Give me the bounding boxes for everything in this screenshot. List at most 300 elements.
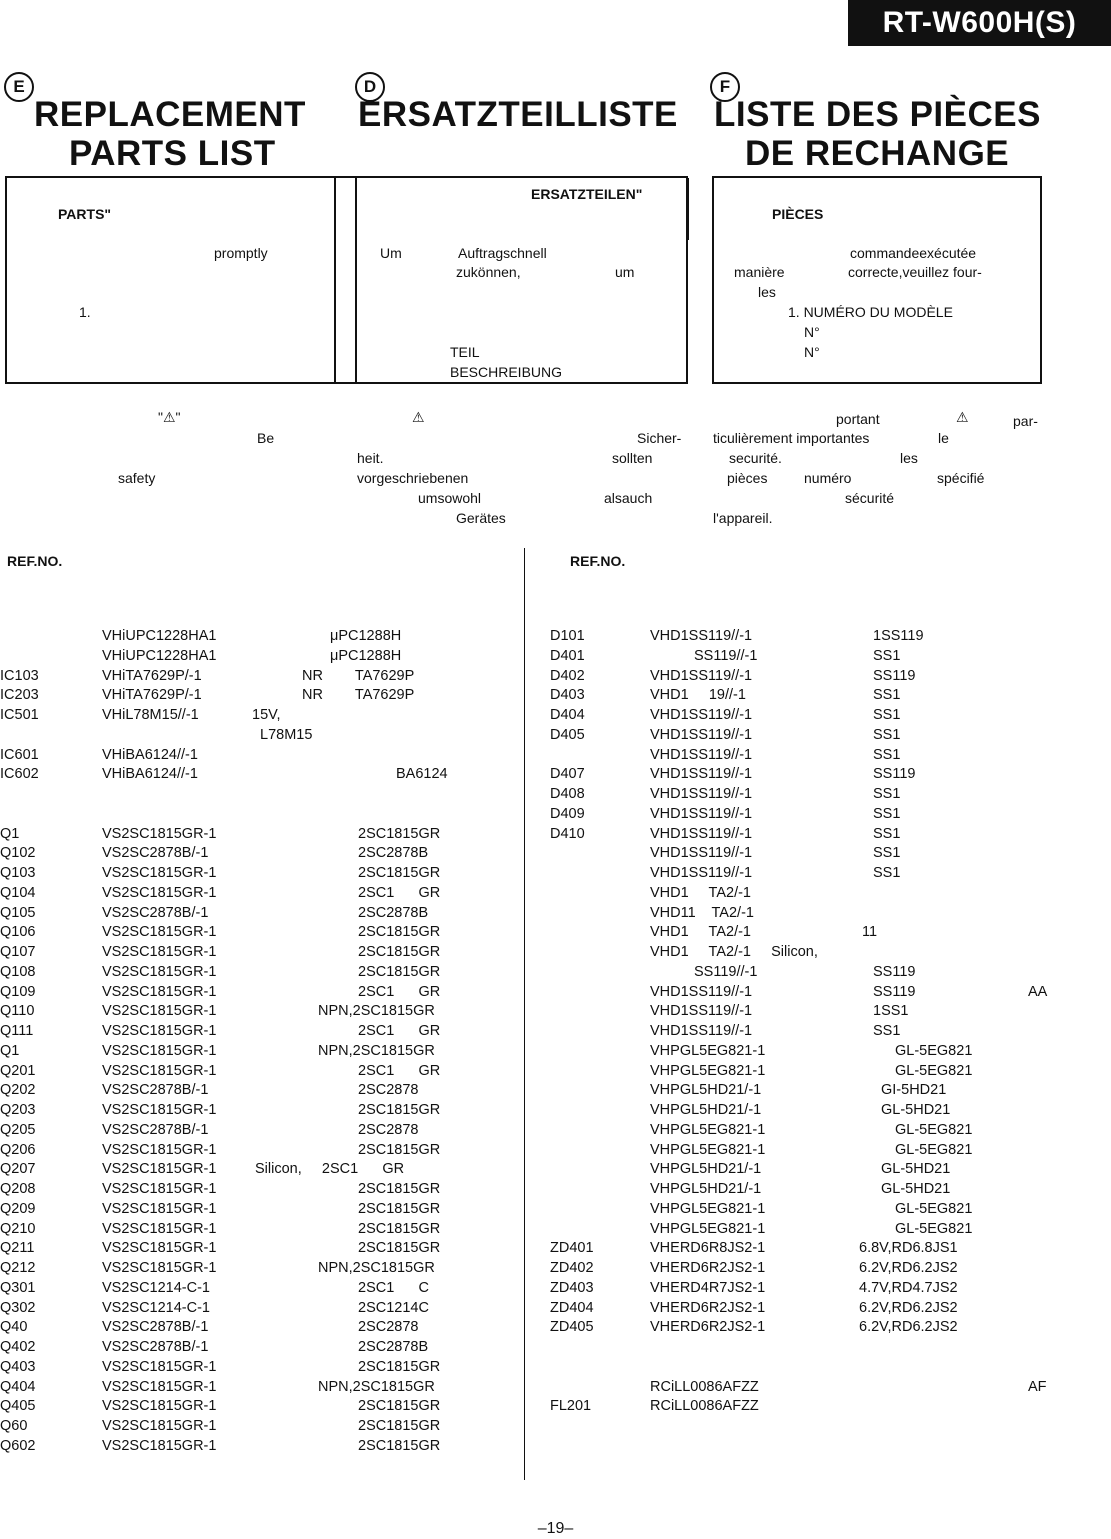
ref-no: D410 bbox=[550, 825, 585, 842]
english-mark: E bbox=[4, 72, 34, 102]
box-en-parts: PARTS" bbox=[58, 206, 112, 222]
part-code: VHPGL5EG821-1 bbox=[650, 1042, 766, 1059]
part-code: VS2SC1815GR-1 bbox=[102, 924, 217, 941]
part-code: VHiTA7629P/-1 bbox=[102, 667, 202, 684]
ref-no: D403 bbox=[550, 687, 585, 704]
part-code: VS2SC2878B/-1 bbox=[102, 1121, 209, 1138]
table-row bbox=[548, 707, 1108, 727]
part-code: VHD1SS119//-1 bbox=[650, 746, 753, 763]
part-description: 2SC1214C bbox=[358, 1299, 429, 1316]
table-row bbox=[0, 707, 520, 727]
box-de-tab bbox=[687, 178, 689, 240]
table-row bbox=[0, 1082, 520, 1102]
part-code: SS119//-1 bbox=[694, 647, 758, 664]
part-code: VS2SC1815GR-1 bbox=[102, 1260, 217, 1276]
part-code: VHERD6R2JS2-1 bbox=[650, 1319, 766, 1336]
price-code: AA bbox=[1028, 983, 1048, 1000]
french-ordering-box bbox=[712, 176, 1042, 384]
part-code: VS2SC1815GR-1 bbox=[102, 1358, 217, 1375]
table-row bbox=[548, 964, 1108, 984]
ref-no: Q109 bbox=[0, 983, 36, 1000]
english-ordering-box bbox=[5, 176, 336, 384]
part-description: NPN,2SC1815GR bbox=[318, 1042, 435, 1059]
safety-de-symbol: ⚠ bbox=[412, 409, 425, 425]
ref-no: Q1 bbox=[0, 825, 20, 842]
table-row bbox=[0, 1161, 520, 1181]
ref-no: Q212 bbox=[0, 1260, 36, 1276]
ref-no: IC601 bbox=[0, 746, 39, 763]
part-code: VHD1 TA2/-1 bbox=[650, 924, 751, 941]
box-fr-les: les bbox=[758, 284, 776, 300]
part-description: 2SC2878 bbox=[358, 1319, 419, 1336]
table-row bbox=[0, 1181, 520, 1201]
safety-fr-specifie: spécifié bbox=[937, 470, 985, 486]
ref-no: Q102 bbox=[0, 845, 36, 862]
table-row bbox=[0, 1418, 520, 1438]
part-description: 2SC1815GR bbox=[358, 944, 441, 960]
box-de-teil: TEIL bbox=[450, 344, 480, 360]
part-code: VS2SC1815GR-1 bbox=[102, 1141, 217, 1158]
safety-fr-appareil: l'appareil. bbox=[713, 510, 773, 526]
table-row bbox=[0, 1102, 520, 1122]
ref-no: Q201 bbox=[0, 1062, 36, 1079]
part-description: GL-5HD21 bbox=[881, 1181, 951, 1197]
part-code: VS2SC1815GR-1 bbox=[102, 1023, 217, 1039]
ref-no: D404 bbox=[550, 707, 585, 723]
ref-no: D405 bbox=[550, 726, 585, 743]
part-code: VS2SC1815GR-1 bbox=[102, 1437, 217, 1454]
part-description: 2SC1815GR bbox=[358, 1418, 441, 1434]
box-en-promptly: promptly bbox=[214, 245, 268, 261]
table-row bbox=[548, 885, 1108, 905]
safety-fr-securite2: sécurité bbox=[845, 490, 895, 506]
ref-no: Q106 bbox=[0, 924, 36, 941]
table-row bbox=[548, 1142, 1108, 1162]
part-description: 2SC1815GR bbox=[358, 963, 441, 980]
part-code: VHPGL5EG821-1 bbox=[650, 1200, 766, 1217]
ref-no: Q203 bbox=[0, 1102, 36, 1118]
ref-no: ZD402 bbox=[550, 1260, 594, 1276]
part-code: VHPGL5HD21/-1 bbox=[650, 1082, 762, 1099]
table-row bbox=[548, 687, 1108, 707]
part-description: SS1 bbox=[873, 726, 901, 743]
part-description: SS1 bbox=[873, 786, 901, 802]
part-code: VS2SC1815GR-1 bbox=[102, 1003, 217, 1020]
box-fr-correcte: correcte,veuillez four- bbox=[848, 264, 982, 280]
part-description: 1SS1 bbox=[873, 1003, 909, 1020]
part-description: SS119 bbox=[873, 766, 916, 783]
part-code: VHD1SS119//-1 bbox=[650, 707, 753, 723]
part-description: NR TA7629P bbox=[302, 667, 415, 684]
ref-no: Q108 bbox=[0, 963, 36, 980]
part-code: VHD1SS119//-1 bbox=[650, 1023, 753, 1039]
part-code: VHPGL5HD21/-1 bbox=[650, 1161, 762, 1178]
ref-no: ZD404 bbox=[550, 1299, 594, 1316]
part-code: VS2SC1815GR-1 bbox=[102, 1418, 217, 1434]
table-row bbox=[548, 806, 1108, 826]
table-row bbox=[0, 1379, 520, 1399]
part-description: SS1 bbox=[873, 687, 901, 704]
table-row bbox=[548, 1221, 1108, 1241]
part-description: L78M15 bbox=[260, 726, 313, 743]
ref-no: IC602 bbox=[0, 766, 39, 783]
table-row bbox=[0, 747, 520, 767]
table-row bbox=[0, 845, 520, 865]
table-row bbox=[0, 944, 520, 964]
part-code: VS2SC1815GR-1 bbox=[102, 1220, 217, 1237]
part-code: VS2SC2878B/-1 bbox=[102, 1339, 209, 1355]
part-code: VHiBA6124//-1 bbox=[102, 746, 198, 763]
ref-no: D408 bbox=[550, 786, 585, 802]
part-code: VHPGL5EG821-1 bbox=[650, 1121, 766, 1138]
part-description: 2SC1815GR bbox=[358, 1240, 441, 1257]
ref-no: D101 bbox=[550, 628, 585, 644]
part-description: 2SC1 C bbox=[358, 1279, 429, 1296]
part-description: 15V, bbox=[252, 707, 281, 723]
right-ref-header: REF.NO. bbox=[570, 553, 626, 569]
table-row bbox=[0, 786, 520, 806]
table-row bbox=[548, 1003, 1108, 1023]
box-fr-no1: N° bbox=[804, 324, 820, 340]
ref-no: Q111 bbox=[0, 1023, 34, 1039]
ref-no: Q104 bbox=[0, 884, 36, 901]
part-description: GL-5EG821 bbox=[895, 1220, 973, 1237]
part-description: 2SC2878B bbox=[358, 904, 429, 921]
part-description: GL-5HD21 bbox=[881, 1161, 951, 1178]
part-description: SS1 bbox=[873, 746, 901, 763]
part-description: 6.2V,RD6.2JS2 bbox=[859, 1260, 958, 1276]
part-description: 1SS119 bbox=[873, 628, 924, 644]
table-row bbox=[548, 648, 1108, 668]
ref-no: ZD405 bbox=[550, 1319, 594, 1336]
part-code: VS2SC2878B/-1 bbox=[102, 1319, 209, 1336]
ref-no: Q404 bbox=[0, 1378, 36, 1395]
safety-fr-par: par- bbox=[1013, 413, 1038, 429]
table-row bbox=[548, 984, 1108, 1004]
table-row bbox=[0, 924, 520, 944]
part-description: SS1 bbox=[873, 825, 901, 842]
table-row bbox=[0, 648, 520, 668]
model-badge: RT-W600H(S) bbox=[848, 0, 1111, 46]
table-row bbox=[0, 885, 520, 905]
part-code: VHiUPC1228HA1 bbox=[102, 628, 217, 644]
part-code: VS2SC1815GR-1 bbox=[102, 1161, 217, 1178]
table-row bbox=[548, 826, 1108, 846]
part-code: VHD11 TA2/-1 bbox=[650, 904, 754, 921]
part-description: BA6124 bbox=[396, 766, 448, 783]
box-de-ersatzteilen: ERSATZTEILEN" bbox=[531, 186, 643, 202]
part-code: VHD1SS119//-1 bbox=[650, 726, 753, 743]
part-code: VHD1SS119//-1 bbox=[650, 805, 753, 822]
price-code: AF bbox=[1028, 1378, 1047, 1395]
table-row bbox=[548, 845, 1108, 865]
part-code: VHiBA6124//-1 bbox=[102, 766, 198, 783]
table-row bbox=[0, 1398, 520, 1418]
part-code: VHD1SS119//-1 bbox=[650, 786, 753, 802]
part-description: 2SC1 GR bbox=[358, 884, 441, 901]
german-ordering-box bbox=[355, 176, 688, 384]
part-description: SS1 bbox=[873, 865, 901, 881]
part-code: VS2SC1815GR-1 bbox=[102, 1378, 217, 1395]
box-gap bbox=[334, 176, 356, 384]
safety-de-sicher: Sicher- bbox=[637, 430, 682, 446]
table-row bbox=[0, 826, 520, 846]
part-description: 2SC1815GR bbox=[358, 1398, 441, 1415]
left-ref-header: REF.NO. bbox=[7, 553, 63, 569]
table-row bbox=[0, 628, 520, 648]
part-code: VHERD6R8JS2-1 bbox=[650, 1240, 766, 1257]
safety-fr-symbol: ⚠ bbox=[956, 409, 969, 425]
box-de-zukoennen: zukönnen, bbox=[456, 264, 521, 280]
ref-no: Q302 bbox=[0, 1299, 36, 1316]
german-mark: D bbox=[355, 72, 385, 102]
ref-no: Q402 bbox=[0, 1339, 36, 1355]
part-code: VHPGL5EG821-1 bbox=[650, 1141, 766, 1158]
part-code: VHERD6R2JS2-1 bbox=[650, 1299, 766, 1316]
part-code: VS2SC1815GR-1 bbox=[102, 884, 217, 901]
part-code: VHD1SS119//-1 bbox=[650, 845, 753, 862]
ref-no: Q210 bbox=[0, 1220, 36, 1237]
part-description: Silicon, 2SC1 GR bbox=[255, 1161, 405, 1178]
part-description: μPC1288H bbox=[330, 628, 402, 644]
ref-no: D401 bbox=[550, 647, 585, 664]
part-description: 2SC1815GR bbox=[358, 1181, 441, 1197]
table-row bbox=[0, 1260, 520, 1280]
ref-no: Q205 bbox=[0, 1121, 36, 1138]
table-row bbox=[0, 1339, 520, 1359]
part-code: RCiLL0086AFZZ bbox=[650, 1398, 759, 1415]
table-row bbox=[548, 1319, 1108, 1339]
ref-no: ZD403 bbox=[550, 1279, 594, 1296]
table-row bbox=[548, 1122, 1108, 1142]
part-code: VS2SC2878B/-1 bbox=[102, 845, 209, 862]
part-code: RCiLL0086AFZZ bbox=[650, 1378, 759, 1395]
part-code: VS2SC1815GR-1 bbox=[102, 825, 217, 842]
ref-no: IC501 bbox=[0, 707, 39, 723]
ref-no: IC203 bbox=[0, 687, 39, 704]
part-description: SS1 bbox=[873, 647, 901, 664]
ref-no: Q103 bbox=[0, 865, 36, 881]
table-row bbox=[548, 1181, 1108, 1201]
box-de-um: Um bbox=[380, 245, 402, 261]
part-description: 2SC2878 bbox=[358, 1082, 419, 1099]
part-code: VHiL78M15//-1 bbox=[102, 707, 199, 723]
table-row bbox=[0, 1221, 520, 1241]
part-code: VS2SC2878B/-1 bbox=[102, 1082, 209, 1099]
part-description: SS119 bbox=[873, 963, 916, 980]
table-row bbox=[0, 1043, 520, 1063]
part-code: VS2SC1815GR-1 bbox=[102, 1200, 217, 1217]
part-description: GL-5EG821 bbox=[895, 1121, 973, 1138]
table-row bbox=[548, 905, 1108, 925]
ref-no: Q40 bbox=[0, 1319, 28, 1336]
french-mark: F bbox=[710, 72, 740, 102]
safety-en-symbol: "⚠" bbox=[158, 409, 181, 425]
part-code: VHPGL5EG821-1 bbox=[650, 1220, 766, 1237]
ref-no: Q206 bbox=[0, 1141, 36, 1158]
part-code: SS119//-1 bbox=[694, 963, 758, 980]
ref-no: Q1 bbox=[0, 1042, 20, 1059]
table-row bbox=[0, 964, 520, 984]
table-row bbox=[548, 1043, 1108, 1063]
table-row bbox=[548, 786, 1108, 806]
safety-de-sollten: sollten bbox=[612, 450, 653, 466]
table-row bbox=[0, 1122, 520, 1142]
table-row bbox=[548, 1102, 1108, 1122]
part-description: GL-5EG821 bbox=[895, 1141, 973, 1158]
part-description: 2SC1815GR bbox=[358, 924, 441, 941]
safety-de-umsowohl: umsowohl bbox=[418, 490, 482, 506]
part-code: VHD1SS119//-1 bbox=[650, 983, 753, 1000]
safety-de-geraetes: Gerätes bbox=[456, 510, 506, 526]
table-row bbox=[0, 984, 520, 1004]
part-description: μPC1288H bbox=[330, 647, 402, 664]
table-row bbox=[0, 668, 520, 688]
safety-de-alsauch: alsauch bbox=[604, 490, 653, 506]
part-description: SS1 bbox=[873, 707, 901, 723]
ref-no: Q602 bbox=[0, 1437, 36, 1454]
part-description: 6.2V,RD6.2JS2 bbox=[859, 1299, 958, 1316]
part-code: VS2SC1214-C-1 bbox=[102, 1299, 210, 1316]
part-description: 4.7V,RD4.7JS2 bbox=[859, 1279, 958, 1296]
table-row bbox=[548, 1280, 1108, 1300]
part-code: VHERD4R7JS2-1 bbox=[650, 1279, 766, 1296]
table-row bbox=[548, 747, 1108, 767]
ref-no: D402 bbox=[550, 667, 585, 684]
part-code: VS2SC1214-C-1 bbox=[102, 1279, 210, 1296]
part-description: 2SC2878B bbox=[358, 1339, 429, 1355]
part-description: SS119 bbox=[873, 983, 916, 1000]
ref-no: Q105 bbox=[0, 904, 36, 921]
part-code: VHPGL5HD21/-1 bbox=[650, 1181, 762, 1197]
ref-no: Q207 bbox=[0, 1161, 36, 1178]
part-description: 2SC1815GR bbox=[358, 825, 441, 842]
table-row bbox=[0, 865, 520, 885]
part-description: 11 bbox=[862, 924, 878, 941]
part-description: SS1 bbox=[873, 1023, 901, 1039]
part-description: GL-5EG821 bbox=[895, 1042, 973, 1059]
ref-no: FL201 bbox=[550, 1398, 592, 1415]
table-row bbox=[0, 905, 520, 925]
part-description: 2SC2878 bbox=[358, 1121, 419, 1138]
table-row bbox=[0, 1300, 520, 1320]
table-row bbox=[0, 1063, 520, 1083]
ref-no: Q202 bbox=[0, 1082, 36, 1099]
part-description: 2SC1815GR bbox=[358, 865, 441, 881]
part-description: 6.2V,RD6.2JS2 bbox=[859, 1319, 958, 1336]
table-row bbox=[0, 1438, 520, 1458]
part-code: VHiTA7629P/-1 bbox=[102, 687, 202, 704]
part-code: VHD1 TA2/-1 Silicon, bbox=[650, 944, 818, 960]
table-row bbox=[548, 865, 1108, 885]
table-row bbox=[548, 1161, 1108, 1181]
ref-no: Q107 bbox=[0, 944, 36, 960]
safety-de-vorgeschrieben: vorgeschriebenen bbox=[357, 470, 469, 486]
ref-no: Q405 bbox=[0, 1398, 36, 1415]
english-title-line2: PARTS LIST bbox=[69, 134, 276, 173]
part-code: VHPGL5HD21/-1 bbox=[650, 1102, 762, 1118]
safety-fr-particulierement: ticulièrement importantes bbox=[713, 430, 870, 446]
part-code: VHD1SS119//-1 bbox=[650, 766, 753, 783]
box-de-auftrag: Auftragschnell bbox=[458, 245, 547, 261]
part-description: 2SC2878B bbox=[358, 845, 429, 862]
french-title-line2: DE RECHANGE bbox=[745, 134, 1010, 173]
part-description: 2SC1815GR bbox=[358, 1200, 441, 1217]
table-row bbox=[548, 628, 1108, 648]
table-row bbox=[548, 924, 1108, 944]
part-description: 6.8V,RD6.8JS1 bbox=[859, 1240, 958, 1257]
table-row bbox=[548, 1379, 1108, 1399]
table-row bbox=[548, 727, 1108, 747]
part-description: SS1 bbox=[873, 845, 901, 862]
part-description: GI-5HD21 bbox=[881, 1082, 947, 1099]
table-row bbox=[0, 1240, 520, 1260]
table-row bbox=[548, 1201, 1108, 1221]
part-description: 2SC1815GR bbox=[358, 1102, 441, 1118]
part-code: VHD1SS119//-1 bbox=[650, 825, 753, 842]
ref-no: D407 bbox=[550, 766, 585, 783]
safety-fr-numero: numéro bbox=[804, 470, 852, 486]
part-description: SS1 bbox=[873, 805, 901, 822]
part-description: 2SC1815GR bbox=[358, 1358, 441, 1375]
table-row bbox=[0, 1319, 520, 1339]
part-code: VS2SC1815GR-1 bbox=[102, 1181, 217, 1197]
box-fr-commande: commandeexécutée bbox=[850, 245, 977, 261]
part-code: VHD1SS119//-1 bbox=[650, 865, 753, 881]
part-description: NR TA7629P bbox=[302, 687, 415, 704]
ref-no: Q211 bbox=[0, 1240, 35, 1257]
part-code: VHiUPC1228HA1 bbox=[102, 647, 217, 664]
part-description: NPN,2SC1815GR bbox=[318, 1378, 435, 1395]
part-description: 2SC1815GR bbox=[358, 1437, 441, 1454]
box-fr-no2: N° bbox=[804, 344, 820, 360]
part-description: SS119 bbox=[873, 667, 916, 684]
table-row bbox=[548, 1300, 1108, 1320]
safety-fr-le: le bbox=[938, 430, 949, 446]
ref-no: Q110 bbox=[0, 1003, 35, 1020]
safety-fr-portant: portant bbox=[836, 411, 880, 427]
safety-en-word: safety bbox=[118, 470, 156, 486]
table-row bbox=[0, 1280, 520, 1300]
part-description: NPN,2SC1815GR bbox=[318, 1003, 435, 1020]
ref-no: Q301 bbox=[0, 1279, 36, 1296]
part-code: VHD1SS119//-1 bbox=[650, 667, 753, 684]
part-code: VHD1 TA2/-1 bbox=[650, 884, 751, 901]
table-row bbox=[0, 766, 520, 786]
table-row bbox=[548, 1023, 1108, 1043]
ref-no: D409 bbox=[550, 805, 585, 822]
part-code: VHD1SS119//-1 bbox=[650, 1003, 753, 1020]
table-row bbox=[0, 1359, 520, 1379]
table-row bbox=[548, 1398, 1108, 1418]
part-code: VHPGL5EG821-1 bbox=[650, 1062, 766, 1079]
box-fr-pieces: PIÈCES bbox=[772, 206, 824, 222]
part-description: GL-5EG821 bbox=[895, 1062, 973, 1079]
part-code: VS2SC1815GR-1 bbox=[102, 1398, 217, 1415]
safety-fr-les: les bbox=[900, 450, 918, 466]
part-code: VHD1SS119//-1 bbox=[650, 628, 753, 644]
part-description: NPN,2SC1815GR bbox=[318, 1260, 435, 1276]
part-description: 2SC1 GR bbox=[358, 1023, 441, 1039]
part-description: 2SC1 GR bbox=[358, 983, 441, 1000]
part-code: VHERD6R2JS2-1 bbox=[650, 1260, 766, 1276]
part-description: 2SC1815GR bbox=[358, 1220, 441, 1237]
part-code: VS2SC2878B/-1 bbox=[102, 904, 209, 921]
table-row bbox=[548, 944, 1108, 964]
table-row bbox=[548, 1260, 1108, 1280]
table-row bbox=[0, 1003, 520, 1023]
table-row bbox=[548, 1063, 1108, 1083]
